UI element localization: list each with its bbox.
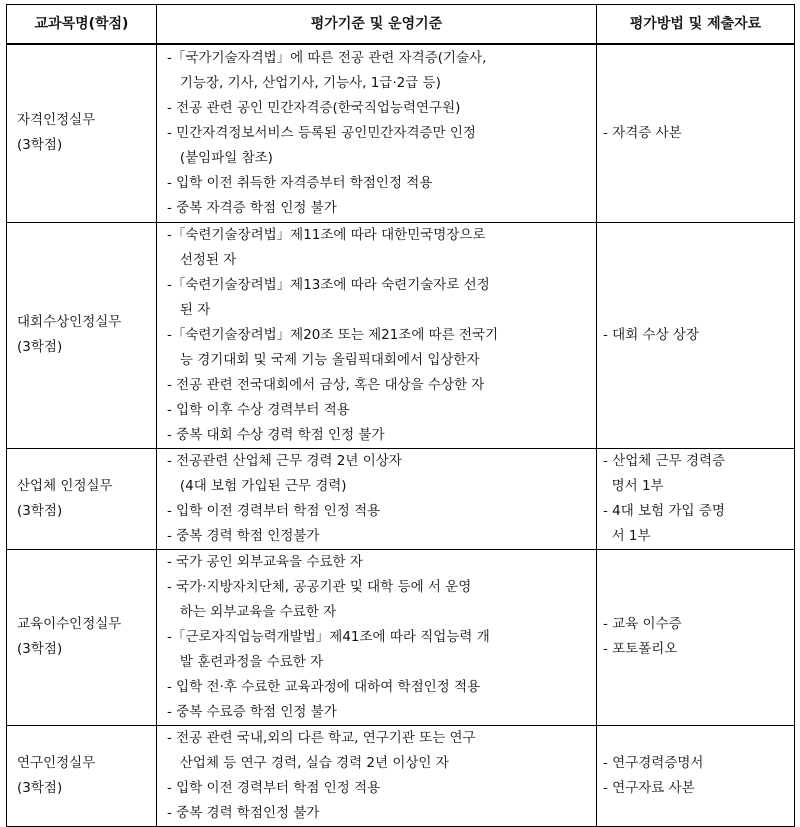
table-row bbox=[7, 44, 795, 222]
credit-recognition-table bbox=[6, 4, 795, 827]
criteria-line: 능 경기대회 및 국제 기능 올림픽대회에서 입상한자 bbox=[167, 351, 480, 368]
subject-cell bbox=[7, 222, 157, 448]
subject-name: 자격인정실무 bbox=[17, 112, 96, 129]
criteria-line: - 민간자격정보서비스 등록된 공인민간자격증만 인정 bbox=[167, 124, 476, 141]
subject-credit: (3학점) bbox=[17, 502, 63, 519]
criteria-line: 산업체 등 연구 경력, 실습 경력 2년 이상인 자 bbox=[167, 754, 449, 771]
criteria-line: -「국가기술자격법」에 따른 전공 관련 자격증(기술사, bbox=[167, 49, 487, 66]
subject-credit: (3학점) bbox=[17, 779, 63, 796]
criteria-line: - 전공 관련 국내,외의 다른 학교, 연구기관 또는 연구 bbox=[167, 729, 476, 746]
criteria-line: - 국가·지방자치단체, 공공기관 및 대학 등에 서 운영 bbox=[167, 578, 472, 595]
criteria-line: - 중복 자격증 학점 인정 불가 bbox=[167, 199, 337, 216]
submission-line: - 4대 보험 가입 증명 bbox=[603, 502, 725, 519]
criteria-cell bbox=[157, 725, 597, 826]
criteria-line: 기능장, 기사, 산업기사, 기능사, 1급·2급 등) bbox=[167, 74, 441, 91]
submission-cell bbox=[597, 222, 795, 448]
criteria-cell bbox=[157, 222, 597, 448]
criteria-line: (4대 보험 가입된 근무 경력) bbox=[167, 477, 347, 494]
criteria-line: 된 자 bbox=[167, 301, 211, 318]
criteria-cell bbox=[157, 448, 597, 549]
table-row bbox=[7, 549, 795, 725]
table-row bbox=[7, 725, 795, 826]
submission-line: - 교육 이수증 bbox=[603, 616, 682, 632]
submission-line: - 자격증 사본 bbox=[603, 124, 682, 141]
subject-name: 교육이수인정실무 bbox=[17, 616, 122, 632]
submission-line: - 대회 수상 상장 bbox=[603, 326, 699, 343]
submission-line: - 연구자료 사본 bbox=[603, 779, 695, 796]
subject-cell bbox=[7, 549, 157, 725]
criteria-line: - 전공 관련 공인 민간자격증(한국직업능력연구원) bbox=[167, 99, 461, 116]
submission-line: - 산업체 근무 경력증 bbox=[603, 452, 726, 469]
table-row bbox=[7, 448, 795, 549]
criteria-line: - 전공 관련 전국대회에서 금상, 혹은 대상을 수상한 자 bbox=[167, 376, 485, 393]
subject-name: 대회수상인정실무 bbox=[17, 314, 122, 330]
header-criteria: 평가기준 및 운영기준 bbox=[157, 5, 597, 45]
criteria-line: 발 훈련과정을 수료한 자 bbox=[167, 653, 324, 670]
criteria-line: - 국가 공인 외부교육을 수료한 자 bbox=[167, 553, 363, 570]
submission-cell bbox=[597, 549, 795, 725]
criteria-line: (붙임파일 참조) bbox=[167, 149, 273, 166]
subject-name: 연구인정실무 bbox=[17, 754, 96, 771]
subject-credit: (3학점) bbox=[17, 641, 63, 657]
subject-credit: (3학점) bbox=[17, 339, 63, 355]
subject-name: 산업체 인정실무 bbox=[17, 477, 113, 494]
criteria-line: -「숙련기술장려법」제20조 또는 제21조에 따른 전국기 bbox=[167, 326, 499, 343]
submission-cell bbox=[597, 448, 795, 549]
criteria-line: - 입학 이후 수상 경력부터 적용 bbox=[167, 401, 350, 418]
criteria-line: - 입학 이전 경력부터 학점 인정 적용 bbox=[167, 502, 381, 519]
submission-line: - 포토폴리오 bbox=[603, 641, 678, 657]
subject-cell bbox=[7, 725, 157, 826]
criteria-cell bbox=[157, 44, 597, 222]
criteria-line: - 중복 경력 학점 인정불가 bbox=[167, 527, 320, 544]
criteria-line: -「근로자직업능력개발법」제41조에 따라 직업능력 개 bbox=[167, 628, 490, 645]
subject-credit: (3학점) bbox=[17, 137, 63, 154]
submission-line: 서 1부 bbox=[603, 527, 651, 544]
criteria-line: - 입학 전·후 수료한 교육과정에 대하여 학점인정 적용 bbox=[167, 678, 481, 695]
table-row bbox=[7, 222, 795, 448]
subject-cell bbox=[7, 448, 157, 549]
criteria-line: - 중복 경력 학점인정 불가 bbox=[167, 804, 320, 821]
criteria-line: - 입학 이전 취득한 자격증부터 학점인정 적용 bbox=[167, 174, 433, 191]
criteria-cell bbox=[157, 549, 597, 725]
criteria-line: -「숙련기술장려법」제11조에 따라 대한민국명장으로 bbox=[167, 226, 486, 243]
table-header-row bbox=[7, 5, 795, 45]
header-submission: 평가방법 및 제출자료 bbox=[597, 5, 795, 45]
submission-line: 명서 1부 bbox=[603, 477, 664, 494]
criteria-line: - 전공관련 산업체 근무 경력 2년 이상자 bbox=[167, 452, 402, 469]
criteria-line: -「숙련기술장려법」제13조에 따라 숙련기술자로 선정 bbox=[167, 276, 490, 293]
criteria-line: - 중복 대회 수상 경력 학점 인정 불가 bbox=[167, 426, 385, 443]
header-subject: 교과목명(학점) bbox=[7, 5, 157, 45]
criteria-line: 하는 외부교육을 수료한 자 bbox=[167, 603, 337, 620]
criteria-line: - 입학 이전 경력부터 학점 인정 적용 bbox=[167, 779, 381, 796]
criteria-line: - 중복 수료증 학점 인정 불가 bbox=[167, 703, 337, 720]
subject-cell bbox=[7, 44, 157, 222]
submission-line: - 연구경력증명서 bbox=[603, 754, 704, 771]
criteria-line: 선정된 자 bbox=[167, 251, 237, 268]
submission-cell bbox=[597, 44, 795, 222]
submission-cell bbox=[597, 725, 795, 826]
